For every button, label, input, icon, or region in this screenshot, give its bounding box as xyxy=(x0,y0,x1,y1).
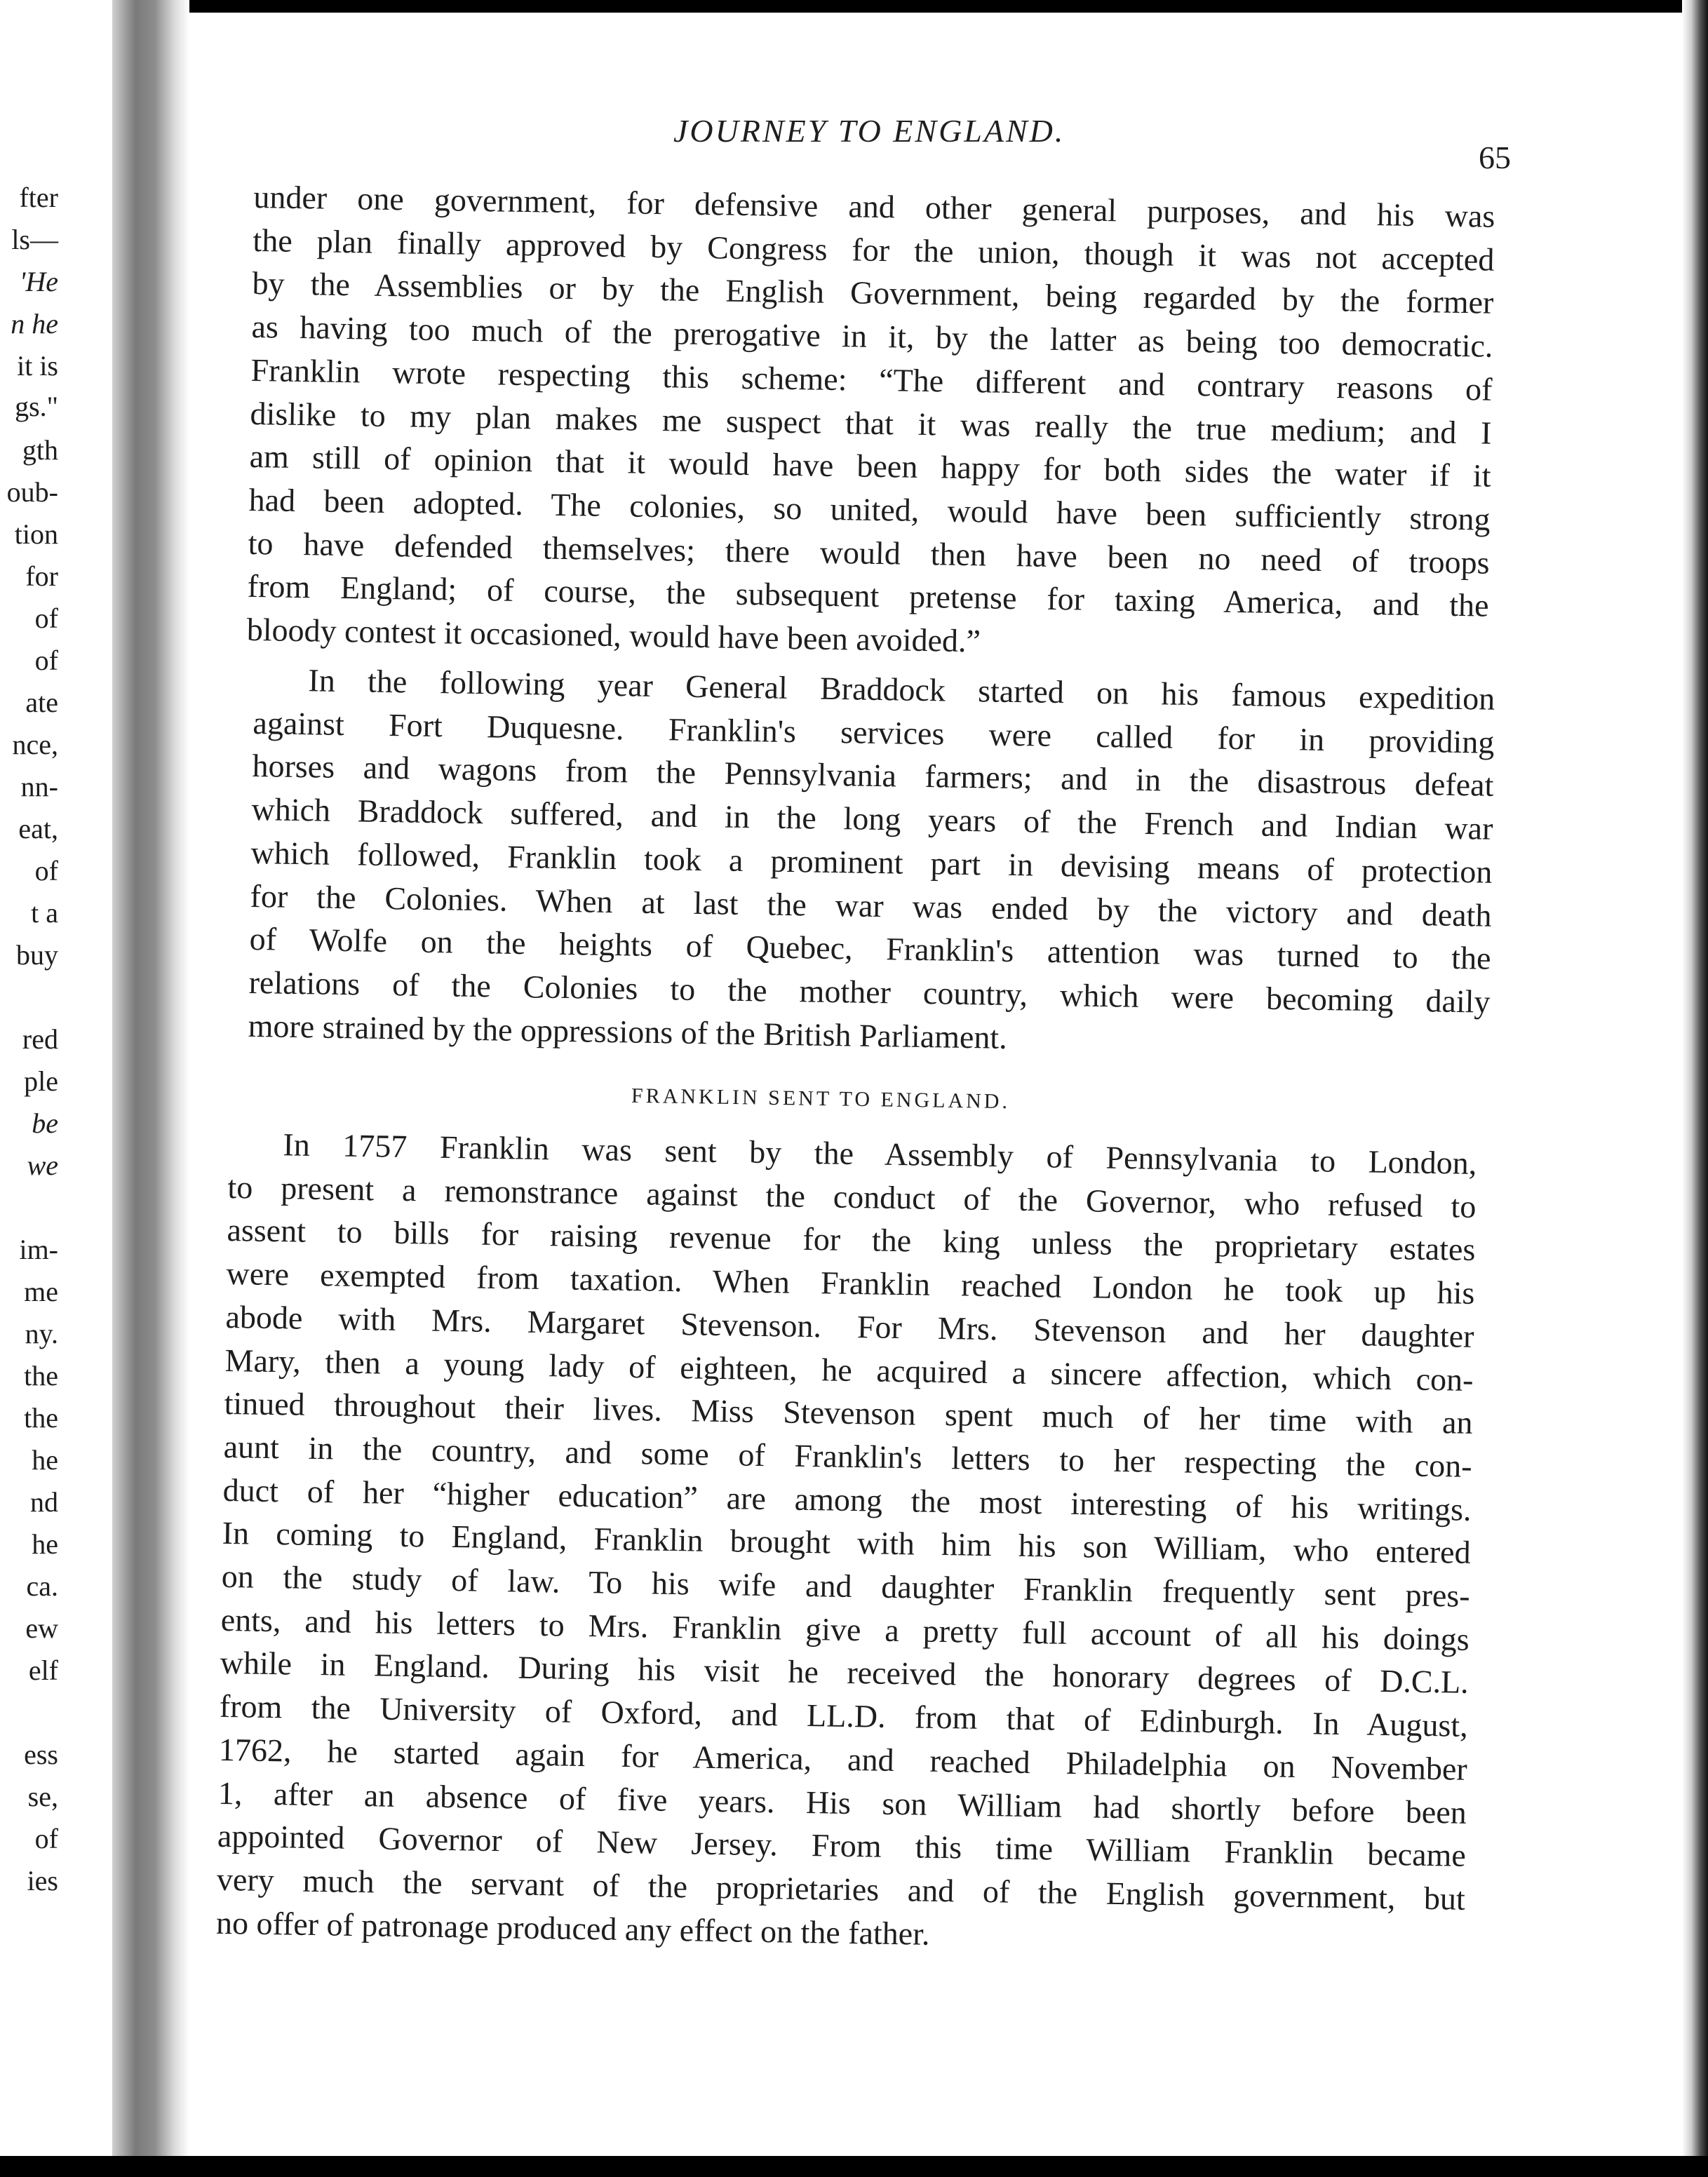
paragraph-2 xyxy=(248,658,1495,1067)
text-line: no offer of patronage produced any effect on the father. xyxy=(215,1904,930,1952)
scan-bottom-border xyxy=(0,2156,1708,2177)
text-line: Franklin wrote respecting this scheme: “The different and contrary reasons of xyxy=(250,351,1493,407)
left-page-fragment: of xyxy=(34,602,58,634)
text-line: appointed Governor of New Jersey. From this time William Franklin became xyxy=(217,1818,1467,1874)
text-line: duct of her “higher education” are among the most interesting of his writings. xyxy=(222,1471,1472,1528)
left-page-fragment: fter xyxy=(19,182,58,213)
text-line: were exempted from taxation. When Franklin reached London he took up his xyxy=(226,1255,1475,1312)
left-page-fragment: ess xyxy=(24,1739,58,1770)
text-line: had been adopted. The colonies, so united, would have been sufficiently strong xyxy=(248,481,1491,537)
left-page-fragment: of xyxy=(34,1823,58,1854)
left-page-fragment: gth xyxy=(22,434,58,466)
text-line: for the Colonies. When at last the war was ended by the victory and death xyxy=(250,877,1492,934)
left-page-fragment: of xyxy=(34,645,58,676)
text-line: Mary, then a young lady of eighteen, he acquired a sincere affection, which con- xyxy=(224,1342,1474,1398)
left-page-fragment: ew xyxy=(25,1612,58,1644)
left-page-fragment: tion xyxy=(14,518,58,550)
left-page-fragment: it is xyxy=(17,350,58,382)
left-page-fragment: buy xyxy=(16,939,58,971)
text-line: the plan finally approved by Congress for the union, though it was not accepted xyxy=(253,222,1495,278)
text-line: by the Assemblies or by the English Government, being regarded by the former xyxy=(252,265,1494,321)
left-page-fragment: im- xyxy=(19,1234,58,1265)
book-gutter-shadow xyxy=(112,0,189,2177)
left-page-fragment: gs." xyxy=(15,391,58,422)
text-line: very much the servant of the proprietaries and of the English government, but xyxy=(216,1861,1466,1917)
left-page-fragment: he xyxy=(32,1528,58,1560)
paragraph-1 xyxy=(246,175,1495,670)
left-page-fragment: of xyxy=(34,855,58,887)
left-page-fragment: the xyxy=(24,1402,58,1434)
text-line: to have defended themselves; there would then have been no need of troops xyxy=(248,525,1490,581)
text-line: In the following year General Braddock started on his famous expedition xyxy=(308,662,1495,717)
text-line: horses and wagons from the Pennsylvania farmers; and in the disastrous defeat xyxy=(252,748,1494,804)
left-page-fragment: nn- xyxy=(20,771,58,802)
text-line: bloody contest it occasioned, would have been avoided.” xyxy=(246,611,981,659)
page-right-edge xyxy=(1682,0,1708,2177)
left-page-fragment: n he xyxy=(11,308,58,339)
left-page-fragment: red xyxy=(22,1023,58,1055)
text-line: aunt in the country, and some of Franklin's letters to her respecting the con- xyxy=(223,1428,1472,1484)
text-line: of Wolfe on the heights of Quebec, Franklin's attention was turned to the xyxy=(249,921,1491,976)
text-line: under one government, for defensive and other general purposes, and his was xyxy=(253,178,1495,234)
text-line: more strained by the oppressions of the British Parliament. xyxy=(248,1007,1008,1056)
left-page-fragment: ny. xyxy=(25,1318,58,1349)
text-line: ents, and his letters to Mrs. Franklin give a pretty full account of all his doings xyxy=(220,1601,1470,1657)
left-page-fragment: ls— xyxy=(11,224,58,255)
left-page-fragment: ple xyxy=(24,1065,58,1097)
text-line: 1, after an absence of five years. His son William had shortly before been xyxy=(217,1774,1467,1831)
text-line: 1762, he started again for America, and reached Philadelphia on November xyxy=(218,1731,1468,1787)
text-line: tinued throughout their lives. Miss Stevenson spent much of her time with an xyxy=(224,1385,1473,1441)
text-line: abode with Mrs. Margaret Stevenson. For Mrs. Stevenson and her daughter xyxy=(225,1298,1474,1354)
text-line: while in England. During his visit he received the honorary degrees of D.C.L. xyxy=(220,1645,1470,1701)
paragraph-3 xyxy=(216,1122,1477,1964)
text-line: which followed, Franklin took a prominent part in devising means of protection xyxy=(250,834,1493,890)
left-page-fragment: ca. xyxy=(26,1570,58,1602)
left-page-fragment: se, xyxy=(27,1781,58,1812)
text-line: against Fort Duquesne. Franklin's services were called for in providing xyxy=(253,704,1495,760)
left-page-fragment: oub- xyxy=(6,476,58,508)
left-page-fragment: for xyxy=(25,560,58,592)
left-page-fragment: eat, xyxy=(18,813,58,844)
left-page-fragment: 'He xyxy=(19,266,58,297)
book-page xyxy=(189,13,1682,2156)
left-page-fragment: nce, xyxy=(12,729,58,760)
left-page-fragment: we xyxy=(27,1150,58,1181)
left-page-fragment: t a xyxy=(31,897,58,929)
left-page-fragment: me xyxy=(24,1276,58,1307)
left-page-fragment: ies xyxy=(27,1865,58,1896)
left-page-fragment: he xyxy=(32,1444,58,1476)
text-line: on the study of law. To his wife and daughter Franklin frequently sent pres- xyxy=(221,1558,1471,1614)
left-page-fragment: nd xyxy=(30,1486,58,1518)
scan-top-border xyxy=(0,0,1708,13)
page-number: 65 xyxy=(1479,140,1511,175)
text-line: from the University of Oxford, and LL.D. from that of Edinburgh. In August, xyxy=(219,1688,1469,1744)
text-line: to present a remonstrance against the conduct of the Governor, who refused to xyxy=(227,1168,1477,1225)
text-line: assent to bills for raising revenue for the king unless the proprietary estates xyxy=(227,1212,1476,1268)
text-line: am still of opinion that it would have been happy for both sides the water if it xyxy=(249,438,1491,494)
left-page-fragment: the xyxy=(24,1360,58,1391)
left-page-fragment: ate xyxy=(25,687,58,718)
text-line: relations of the Colonies to the mother country, which were becoming daily xyxy=(248,964,1491,1020)
text-line: as having too much of the prerogative in it, by the latter as being too democratic. xyxy=(251,309,1493,364)
section-heading: FRANKLIN SENT TO ENGLAND. xyxy=(631,1084,1011,1114)
text-line: dislike to my plan makes me suspect that it was really the true medium; and I xyxy=(250,395,1492,451)
running-head: JOURNEY TO ENGLAND. xyxy=(673,113,1065,149)
text-line: In 1757 Franklin was sent by the Assembly of Pennsylvania to London, xyxy=(283,1126,1477,1181)
left-page-fragment: be xyxy=(32,1107,58,1139)
text-line: from England; of course, the subsequent pretense for taxing America, and the xyxy=(247,568,1489,624)
text-line: In coming to England, Franklin brought with him his son William, who entered xyxy=(222,1515,1471,1571)
left-page-fragment: elf xyxy=(28,1654,58,1686)
text-line: which Braddock suffered, and in the long years of the French and Indian war xyxy=(251,791,1493,847)
